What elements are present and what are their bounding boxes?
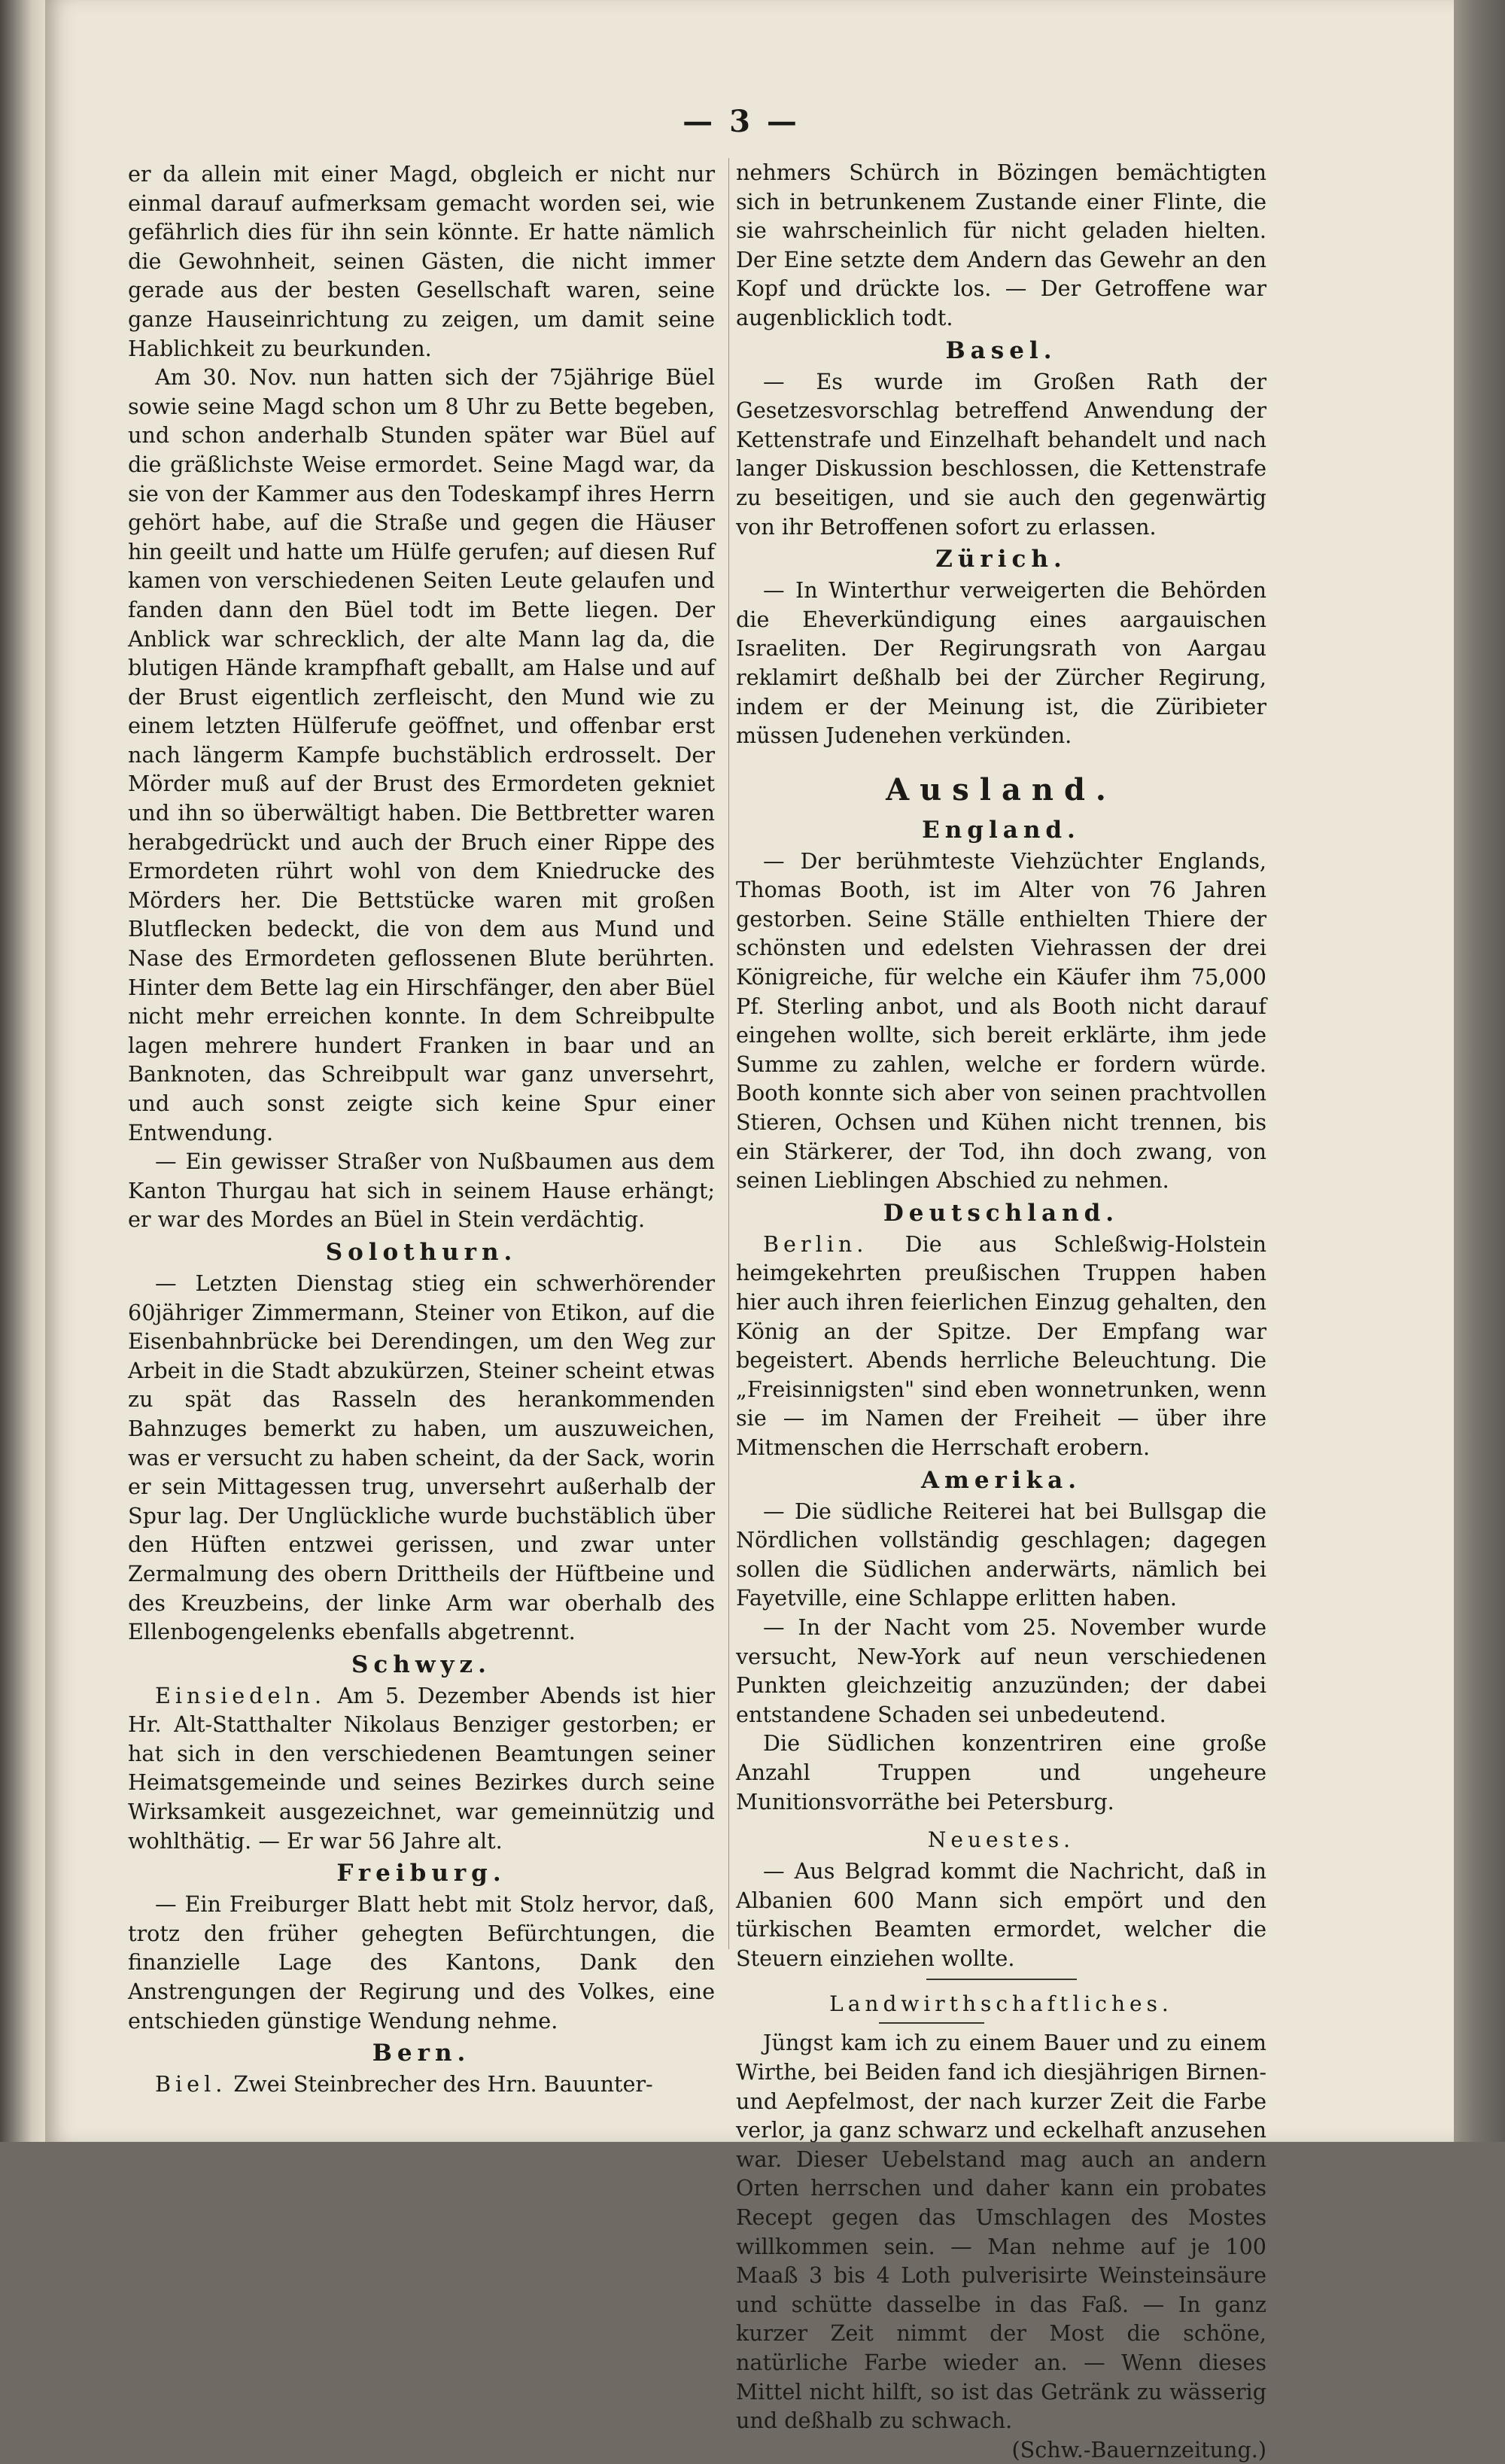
section-heading-bern: Bern.	[372, 2040, 471, 2067]
left-column	[128, 160, 715, 2099]
article-body: Die aus Schleßwig-Holstein heimgekehrten preußischen Truppen haben hier auch ihren feierlichen Einzug gehalten, den König an der Spitze. Der Empfang war begeistert. Abends herrliche Beleuchtung. Die „Freisinnigsten" sind eben wonnetrunken, wenn sie — im Namen der Freiheit — über ihre Mitmenschen die Herrschaft erobern.	[736, 1230, 1266, 1460]
section-heading-england: England.	[922, 816, 1081, 844]
section-heading-zuerich: Zürich.	[935, 546, 1067, 573]
section-heading-schwyz: Schwyz.	[351, 1650, 491, 1678]
section-heading-basel: Basel.	[945, 336, 1057, 364]
article-text: — Ein Freiburger Blatt hebt mit Stolz hervor, daß, trotz den früher gehegten Befürchtungen, die finanzielle Lage des Kantons, Dank den Anstrengungen der Regirung und des Volkes, eine entschieden günstige Wendung nehme.	[128, 1891, 715, 2034]
separator-rule	[926, 1979, 1077, 1980]
article-text: er da allein mit einer Magd, obgleich er nicht nur einmal darauf aufmerksam gemacht worden sei, wie gefährlich dies für ihn sein könnte. Er hatte nämlich die Gewohnheit, seinen Gästen, die nicht immer gerade aus der besten Gesellschaft waren, seine ganze Hauseinrichtung zu zeigen, um damit seine Hablichkeit zu beurkunden.	[128, 161, 715, 361]
page-number: — 3 —	[683, 104, 800, 139]
section-heading-ausland: Ausland.	[886, 771, 1117, 808]
article-text: — Ein gewisser Straßer von Nußbaumen aus dem Kanton Thurgau hat sich in seinem Hause erhängt; er war des Mordes an Büel in Stein verdächtig.	[128, 1148, 715, 1233]
article-text: Jüngst kam ich zu einem Bauer und zu einem Wirthe, bei Beiden fand ich diesjährigen Birnen- und Aepfelmost, der nach kurzer Zeit die Farbe verlor, ja ganz schwarz und eckelhaft anzusehen war. Dieser Uebelstand mag auch an andern Orten herrschen und daher kann ein probates Recept gegen das Umschlagen des Mostes willkommen sein. — Man nehme auf je 100 Maaß 3 bis 4 Loth pulverisirte Weinsteinsäure und schütte dasselbe in das Faß. — In ganz kurzer Zeit nimmt der Most die schöne, natürliche Farbe wieder an. — Wenn dieses Mittel nicht hilft, so ist das Getränk zu wässerig und deßhalb zu schwach.	[736, 2030, 1266, 2434]
page-edge	[1454, 0, 1505, 2142]
source-citation: (Schw.-Bauernzeitung.)	[1011, 2436, 1266, 2462]
article-text: — In der Nacht vom 25. November wurde versucht, New-York auf neun verschiedenen Punkten gleichzeitig anzuzünden; der dabei entstandene Schaden sei unbedeutend.	[736, 1614, 1266, 1727]
article-text: — Letzten Dienstag stieg ein schwerhörender 60jähriger Zimmermann, Steiner von Etikon, auf die Eisenbahnbrücke bei Derendingen, um den Weg zur Arbeit in die Stadt abzukürzen, Steiner scheint etwas zu spät das Rasseln des herankommenden Bahnzuges bemerkt zu haben, um auszuweichen, was er versucht zu haben scheint, da der Sack, worin er sein Mittagessen trug, unversehrt außerhalb der Spur lag. Der Unglückliche wurde buchstäblich über den Hüften entzwei gerissen, und zwar unter Zermalmung des obern Drittheils der Hüftbeine und des Kreuzbeins, der linke Arm war oberhalb des Ellenbogengelenks ebenfalls abgetrennt.	[128, 1270, 715, 1645]
dateline: Biel.	[155, 2071, 227, 2097]
article-body: Zwei Steinbrecher des Hrn. Bauunter-	[233, 2071, 653, 2097]
dateline: Einsiedeln.	[155, 1682, 327, 1708]
article-text	[736, 1230, 1266, 1462]
article-text	[128, 2070, 715, 2099]
article-text: Die Südlichen konzentriren eine große Anzahl Truppen und ungeheure Munitionsvorräthe bei Petersburg.	[736, 1730, 1266, 1815]
article-body: Am 5. Dezember Abends ist hier Hr. Alt-Statthalter Nikolaus Benziger gestorben; er hat sich in den verschiedenen Beamtungen seiner Heimatsgemeinde und seines Bezirkes durch seine Wirksamkeit ausgezeichnet, war gemeinnützig und wohlthätig. — Er war 56 Jahre alt.	[128, 1682, 716, 1854]
article-text: — Es wurde im Großen Rath der Gesetzesvorschlag betreffend Anwendung der Kettenstrafe und Einzelhaft behandelt und nach langer Diskussion beschlossen, die Kettenstrafe zu beseitigen, und sie auch den gegenwärtig von ihr Betroffenen sofort zu erlassen.	[736, 368, 1266, 540]
article-text: — Die südliche Reiterei hat bei Bullsgap die Nördlichen vollständig geschlagen; dagegen sollen die Südlichen anderwärts, nämlich bei Fayetville, eine Schlappe erlitten haben.	[736, 1498, 1266, 1611]
article-text: — Aus Belgrad kommt die Nachricht, daß in Albanien 600 Mann sich empört und den türkischen Beamten ermordet, welcher die Steuern einziehen wollte.	[736, 1858, 1266, 1971]
article-text	[128, 1681, 715, 1856]
section-heading-deutschland: Deutschland.	[883, 1199, 1120, 1227]
section-heading-neuestes: Neuestes.	[927, 1827, 1075, 1853]
section-heading-amerika: Amerika.	[920, 1466, 1082, 1494]
article-text: Am 30. Nov. nun hatten sich der 75jährige Büel sowie seine Magd schon um 8 Uhr zu Bette begeben, und schon anderhalb Stunden später war Büel auf die gräßlichste Weise ermordet. Seine Magd war, da sie von der Kammer aus den Todeskampf ihres Herrn gehört habe, auf die Straße und gegen die Häuser hin geeilt und hatte um Hülfe gerufen; auf diesen Ruf kamen von verschiedenen Seiten Leute gelaufen und fanden dann den Büel todt im Bette liegen. Der Anblick war schrecklich, der alte Mann lag da, die blutigen Hände krampfhaft geballt, am Halse und auf der Brust eigentlich zerfleischt, den Mund wie zu einem letzten Hülferufe geöffnet, und offenbar erst nach längerm Kampfe buchstäblich erdrosselt. Der Mörder muß auf der Brust des Ermordeten gekniet und ihn so überwältigt haben. Die Bettbretter waren herabgedrückt und auch der Bruch einer Rippe des Ermordeten rührt wohl von dem Kniedrucke des Mörders her. Die Bettstücke waren mit großen Blutflecken bedeckt, die von dem aus Mund und Nase des Ermordeten geflossenen Blute berührten. Hinter dem Bette lag ein Hirschfänger, den aber Büel nicht mehr erreichen konnte. In dem Schreibpulte lagen mehrere hundert Franken in baar und an Banknoten, das Schreibpult war ganz unversehrt, und auch sonst zeigte sich keine Spur einer Entwendung.	[128, 364, 715, 1145]
article-text: nehmers Schürch in Bözingen bemächtigten sich in betrunkenem Zustande einer Flinte, die sie wahrscheinlich für nicht geladen hielten. Der Eine setzte dem Andern das Gewehr an den Kopf und drückte los. — Der Getroffene war augenblicklich todt.	[736, 160, 1266, 330]
right-column	[736, 158, 1266, 2464]
section-heading-freiburg: Freiburg.	[336, 1860, 506, 1888]
column-divider	[728, 158, 729, 1949]
section-heading-solothurn: Solothurn.	[325, 1238, 518, 1266]
article-text: — In Winterthur verweigerten die Behörden die Eheverkündigung eines aargauischen Israeliten. Der Regirungsrath von Aargau reklamirt deßhalb bei der Zürcher Regirung, indem er der Meinung ist, die Züribieter müssen Judenehen verkünden.	[736, 577, 1266, 749]
section-heading-landwirthschaftliches: Landwirthschaftliches.	[829, 1991, 1173, 2017]
dateline: Berlin.	[763, 1230, 868, 1257]
separator-rule	[879, 2022, 984, 2024]
book-spine	[0, 0, 45, 2142]
article-text: — Der berühmteste Viehzüchter Englands, Thomas Booth, ist im Alter von 76 Jahren gestorben. Seine Ställe enthielten Thiere der schönsten und edelsten Viehrassen der drei Königreiche, für welche ein Käufer ihm 75,000 Pf. Sterling anbot, und als Booth nicht darauf eingehen wollte, sich bereit erklärte, ihm jede Summe zu zahlen, welche er fordern würde. Booth konnte sich aber von seinen prachtvollen Stieren, Ochsen und Kühen nicht trennen, bis ein Stärkerer, der Tod, ihn doch zwang, von seinen Lieblingen Abschied zu nehmen.	[736, 847, 1266, 1194]
